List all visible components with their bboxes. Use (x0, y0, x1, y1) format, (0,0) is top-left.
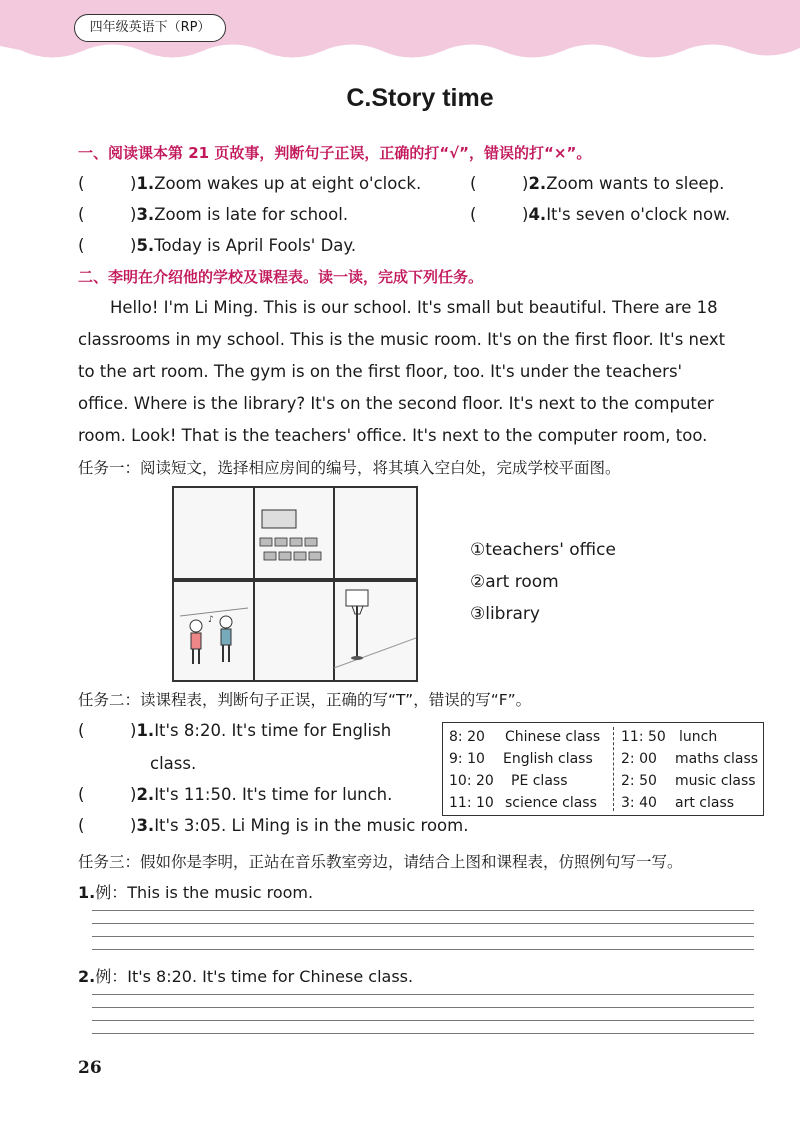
schedule-row: 11: 10 science class 3: 40 art class (449, 795, 735, 811)
writing-line[interactable] (92, 923, 754, 924)
writing-line[interactable] (92, 1033, 754, 1034)
task1-instruction: 任务一：阅读短文，选择相应房间的编号，将其填入空白处，完成学校平面图。 (78, 459, 621, 477)
example-2: 2.例：It's 8:20. It's time for Chinese class. (78, 967, 414, 986)
s1-question-3: ( )3.Zoom is late for school. (78, 205, 349, 224)
passage-line-5: room. Look! That is the teachers' office. It's next to the computer room, too. (78, 426, 708, 445)
legend-art-room: ②art room (470, 572, 559, 592)
legend-library: ③library (470, 604, 540, 624)
s1-question-4: ( )4.It's seven o'clock now. (470, 205, 731, 224)
task2-instruction: 任务二：读课程表，判断句子正误，正确的写“T”，错误的写“F”。 (78, 691, 532, 709)
schedule-row: 8: 20 Chinese class 11: 50 lunch (449, 729, 718, 745)
writing-line[interactable] (92, 949, 754, 950)
example-1: 1.例：This is the music room. (78, 883, 314, 902)
t2-question-2: ( )2.It's 11:50. It's time for lunch. (78, 785, 393, 804)
answer-blank[interactable]: ( (470, 174, 477, 193)
passage-line-2: classrooms in my school. This is the music room. It's on the first floor. It's next (78, 330, 726, 349)
writing-line[interactable] (92, 936, 754, 937)
task3-instruction: 任务三：假如你是李明，正站在音乐教室旁边，请结合上图和课程表，仿照例句写一写。 (78, 853, 683, 871)
page-number: 26 (78, 1058, 102, 1078)
answer-blank[interactable]: ( (470, 205, 477, 224)
t2-question-1-cont: class. (150, 754, 197, 773)
passage-line-3: to the art room. The gym is on the first floor, too. It's under the teachers' (78, 362, 683, 381)
s1-question-1: ( )1.Zoom wakes up at eight o'clock. (78, 174, 422, 193)
passage-line-4: office. Where is the library? It's on the second floor. It's next to the computer (78, 394, 714, 413)
reading-passage (78, 292, 768, 452)
t2-question-3: ( )3.It's 3:05. Li Ming is in the music room. (78, 816, 469, 835)
s1-question-5: ( )5.Today is April Fools' Day. (78, 236, 357, 255)
answer-blank[interactable]: ( (78, 205, 85, 224)
answer-blank[interactable]: ( (78, 721, 85, 740)
writing-line[interactable] (92, 1007, 754, 1008)
class-schedule (442, 722, 764, 816)
answer-blank[interactable]: ( (78, 236, 85, 255)
writing-line[interactable] (92, 910, 754, 911)
t2-question-1: ( )1.It's 8:20. It's time for English (78, 721, 392, 740)
book-label: 四年级英语下（RP） (74, 14, 226, 42)
svg-text:♪: ♪ (208, 615, 214, 625)
page-title: C.Story time (346, 84, 494, 112)
legend-teachers-office: ①teachers' office (470, 540, 616, 560)
answer-blank[interactable]: ( (78, 174, 85, 193)
school-floor-plan (172, 486, 418, 682)
section2-heading: 二、李明在介绍他的学校及课程表。读一读，完成下列任务。 (78, 268, 484, 286)
writing-line[interactable] (92, 994, 754, 995)
writing-line[interactable] (92, 1020, 754, 1021)
schedule-row: 10: 20 PE class 2: 50 music class (449, 773, 756, 789)
answer-blank[interactable]: ( (78, 816, 85, 835)
s1-question-2: ( )2.Zoom wants to sleep. (470, 174, 725, 193)
passage-line-1: Hello! I'm Li Ming. This is our school. It's small but beautiful. There are 18 (110, 298, 718, 317)
schedule-row: 9: 10 English class 2: 00 maths class (449, 751, 759, 767)
answer-blank[interactable]: ( (78, 785, 85, 804)
section1-heading: 一、阅读课本第 21 页故事，判断句子正误，正确的打“√”，错误的打“×”。 (78, 144, 592, 162)
